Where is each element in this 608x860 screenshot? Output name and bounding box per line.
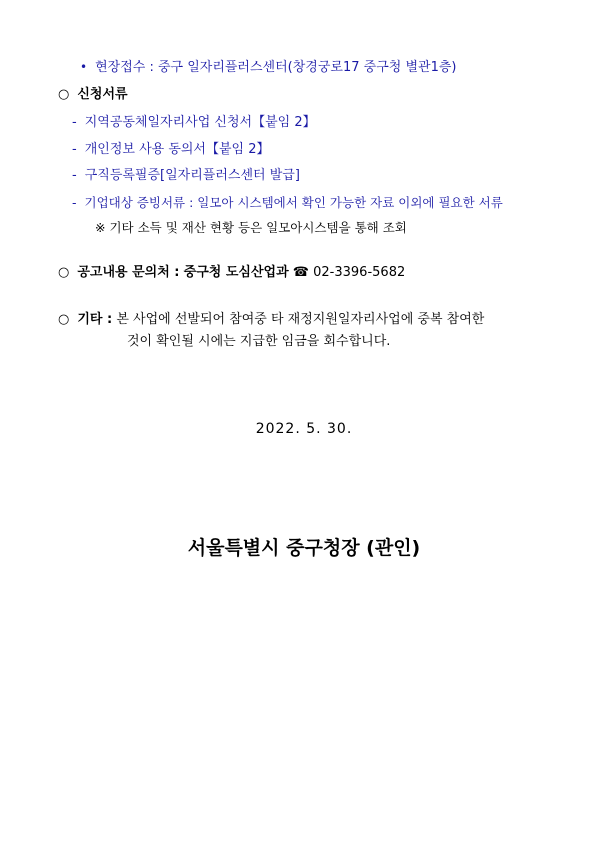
other-label: 기타 : [77,312,113,327]
phone-icon: ☎ [292,265,309,280]
documents-heading-label: 신청서류 [77,87,128,102]
circle-marker-icon: ○ [58,265,70,280]
dash-marker: - [72,115,77,130]
documents-heading [58,86,128,104]
bullet-icon: • [80,60,88,74]
circle-marker-icon: ○ [58,87,70,102]
document-item-text: 구직등록필증[일자리플러스센터 발급] [84,168,300,183]
document-item [72,167,300,185]
document-item [72,141,270,159]
issuer-signature: 서울특별시 중구청장 (관인) [187,537,421,559]
document-item-text: 지역공동체일자리사업 신청서【붙임 2】 [84,115,316,130]
other-text-line-1: 본 사업에 선발되어 참여중 타 재정지원일자리사업에 중복 참여한 [116,312,485,327]
document-item [72,114,316,132]
onsite-reception-text: 현장접수 : 중구 일자리플러스센터(창경궁로17 중구청 별관1층) [95,60,457,75]
document-item-text: 개인정보 사용 동의서【붙임 2】 [84,142,270,157]
inquiry-line [58,264,405,282]
circle-marker-icon: ○ [58,312,70,327]
onsite-reception-line [80,58,456,77]
documents-note: ※ 기타 소득 및 재산 현황 등은 일모아시스템을 통해 조회 [95,220,407,235]
dash-marker: - [72,195,77,210]
inquiry-label: 공고내용 문의처 : [77,265,180,280]
dash-marker: - [72,142,77,157]
other-line-1 [58,311,484,329]
announcement-date: 2022. 5. 30. [255,421,353,437]
inquiry-department: 중구청 도심산업과 [183,265,289,280]
other-text-line-2: 것이 확인될 시에는 지급한 임금을 회수합니다. [127,334,391,349]
dash-marker: - [72,168,77,183]
document-item-text: 기업대상 증빙서류 : 일모아 시스템에서 확인 가능한 자료 이외에 필요한 서류 [84,195,503,210]
inquiry-phone: 02-3396-5682 [313,265,406,280]
document-item [72,194,503,212]
